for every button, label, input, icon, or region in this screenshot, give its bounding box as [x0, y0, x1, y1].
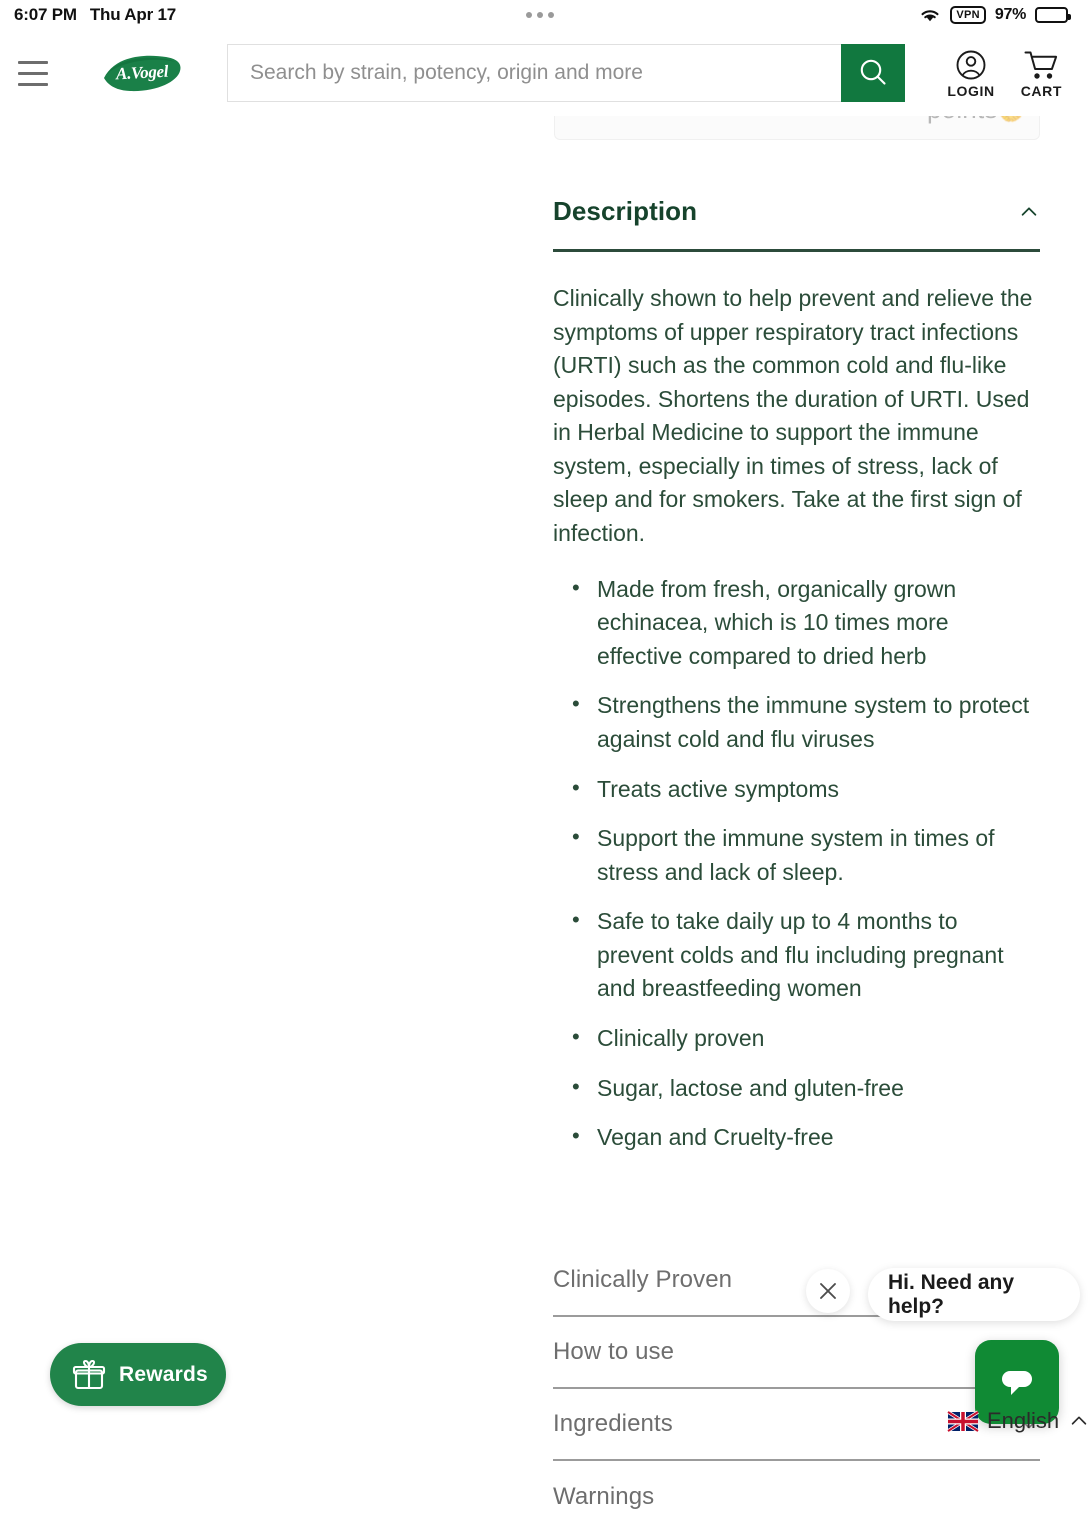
status-bar-time: 6:07 PM [14, 5, 77, 24]
list-item: • Vegan and Cruelty-free [597, 1121, 1040, 1155]
chat-greeting-text: Hi. Need any help? [888, 1270, 1015, 1318]
list-item: • Safe to take daily up to 4 months to prevent colds and flu including pregnant and breastfeeding women [597, 905, 1040, 1006]
chat-bubble-icon [994, 1359, 1040, 1405]
accordion-row-how-to-use[interactable] [553, 1317, 1040, 1389]
uk-flag-icon [948, 1412, 978, 1431]
list-item: • Made from fresh, organically grown echinacea, which is 10 times more effective compared to dried herb [597, 573, 1040, 674]
ios-status-bar [0, 0, 1080, 30]
header-actions [947, 48, 1062, 99]
accordion-body-description [553, 252, 1040, 1155]
status-bar-left [14, 5, 176, 25]
rewards-label: Rewards [119, 1362, 208, 1386]
cart-label: CART [1020, 82, 1062, 99]
status-bar-date: Thu Apr 17 [89, 5, 177, 24]
accordion-row-warnings[interactable] [553, 1461, 1040, 1533]
status-bar-right [919, 6, 1068, 24]
search-icon [856, 56, 890, 90]
rewards-button[interactable] [50, 1343, 226, 1406]
description-paragraph: Clinically shown to help prevent and relieve the symptoms of upper respiratory tract infections (URTI) such as the common cold and flu-like episodes. Shortens the duration of URTI. Used in Herbal Medicine to support the immune system, especially in times of stress, lack of sleep and for smokers. Take at the first sign of infection. [553, 285, 1033, 547]
language-label: English [987, 1408, 1060, 1433]
language-selector[interactable] [948, 1408, 1090, 1434]
accordion-row-title: Warnings [553, 1482, 655, 1510]
search-input[interactable] [227, 44, 841, 102]
gift-icon [72, 1358, 106, 1392]
accordion-title: Description [553, 196, 698, 226]
chat-close-button[interactable] [806, 1269, 850, 1313]
search-bar [227, 44, 905, 102]
description-bullet-list [597, 573, 1040, 1155]
site-header [0, 30, 1080, 116]
list-item: • Clinically proven [597, 1022, 1040, 1056]
login-button[interactable] [947, 48, 994, 99]
list-item: • Support the immune system in times of stress and lack of sleep. [597, 822, 1040, 889]
wifi-icon [919, 7, 941, 24]
accordion-row-title: How to use [553, 1337, 675, 1365]
user-account-icon [954, 48, 988, 82]
dot-icon [526, 12, 532, 18]
dot-icon [537, 12, 543, 18]
chat-greeting-bubble[interactable] [868, 1268, 1080, 1321]
search-button[interactable] [841, 44, 905, 102]
hamburger-menu-icon[interactable] [18, 55, 62, 91]
accordion-row-title: Clinically Proven [553, 1265, 733, 1293]
dot-icon [548, 12, 554, 18]
close-icon [816, 1279, 840, 1303]
list-item: • Sugar, lactose and gluten-free [597, 1072, 1040, 1106]
battery-percent: 97% [994, 6, 1026, 23]
login-label: LOGIN [947, 82, 995, 99]
vpn-badge: VPN [950, 6, 986, 24]
product-accordion [553, 196, 1040, 1533]
chevron-up-icon [1068, 1410, 1090, 1432]
chevron-up-icon [1018, 201, 1040, 223]
cart-button[interactable] [1021, 48, 1062, 99]
list-item: • Strengthens the immune system to protect against cold and flu viruses [597, 689, 1040, 756]
logo-text: A.Vogel [115, 61, 169, 84]
list-item: • Treats active symptoms [597, 773, 1040, 807]
accordion-spacer [553, 1171, 1040, 1245]
avogel-logo[interactable] [100, 52, 184, 94]
battery-icon [1035, 7, 1068, 23]
accordion-row-title: Ingredients [553, 1409, 673, 1437]
accordion-header-description[interactable] [553, 196, 1040, 252]
shopping-cart-icon [1023, 48, 1059, 82]
